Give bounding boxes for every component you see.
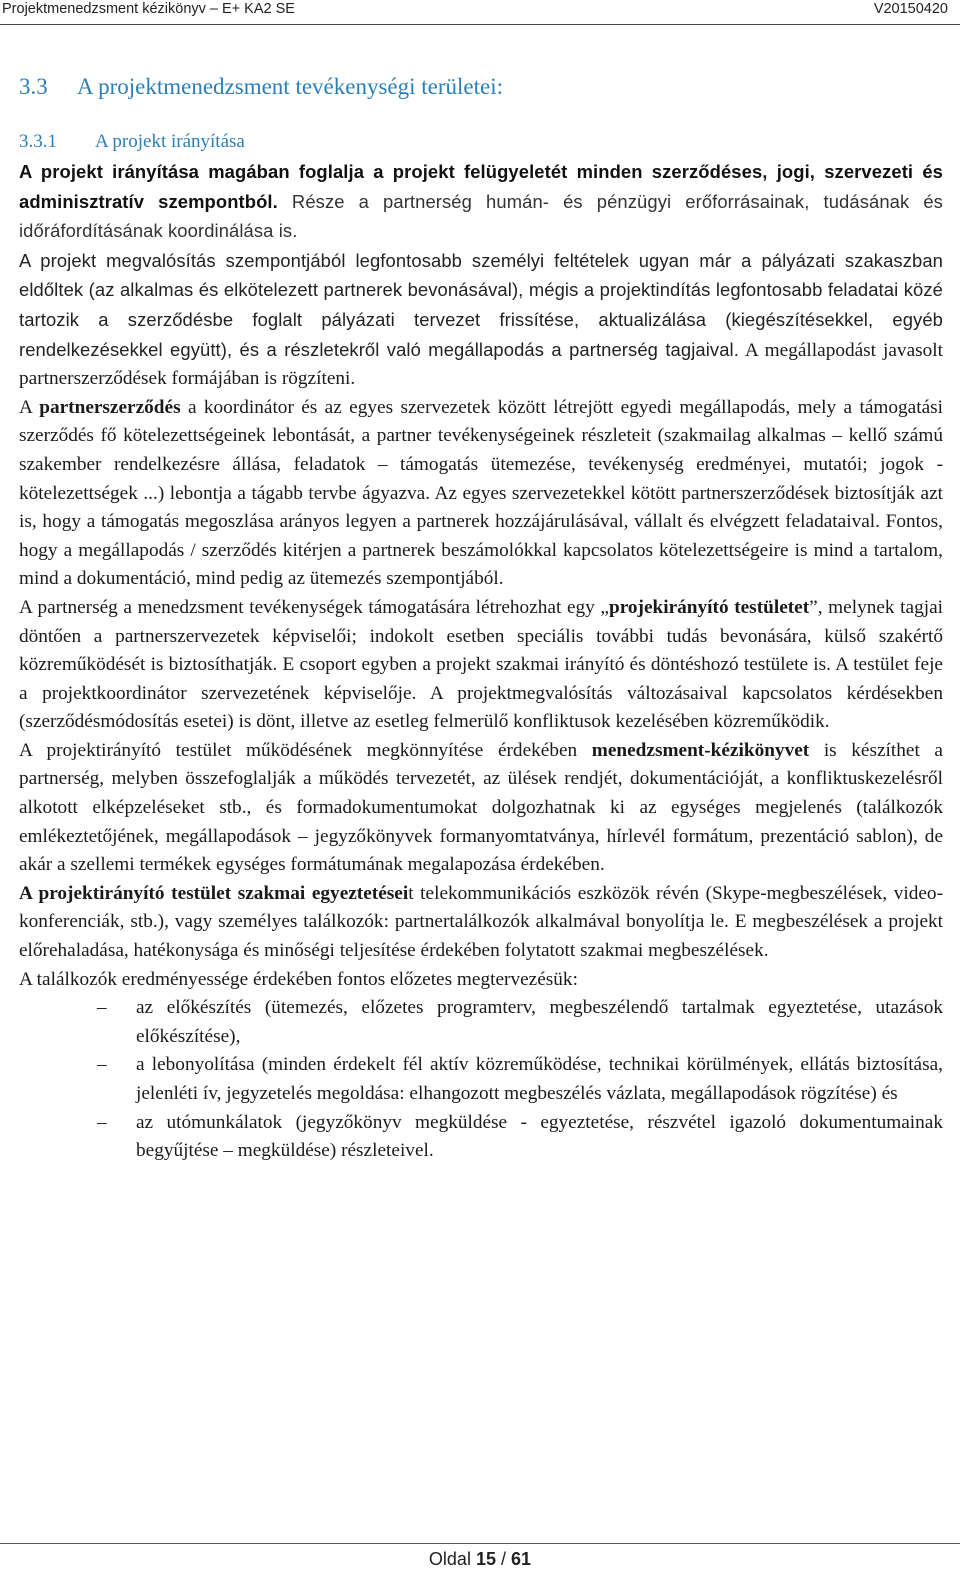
paragraph-2 [19,247,943,394]
paragraph-1-rest: Része a partnerség humán- és pénzügyi erőforrásainak, tudásának és időráfordításának koordinálása is. [19,190,943,242]
list-item-text: az előkészítés (ütemezés, előzetes programterv, megbeszélendő tartalmak egyeztetése, utazások előkészítése), [136,997,943,1047]
section-number: 3.3 [19,74,48,99]
list-marker: – [97,1054,107,1076]
paragraph-3-bold: partnerszerződés [39,396,181,418]
paragraph-2-main: A projekt megvalósítás szempontjából legfontosabb személyi feltételek ugyan már a pályázati szakaszban eldőltek (az alkalmas és elkötelezett partnerek bevonásával), mégis a projektindítás legfontosabb feladatai közé tartozik a szerződésbe foglalt pályázati tervezet frissítése, aktualizálása (kiegészítésekkel, egyéb rendelkezésekkel együtt), és a részletekről való megállapodás a partnerség tagjaival. [19,249,943,360]
body-text [19,158,943,1166]
document-version: V20150420 [873,1,948,17]
paragraph-1 [19,158,943,247]
list-item [19,1109,943,1166]
subsection-heading [19,131,245,153]
page-footer [0,1543,960,1583]
paragraph-4-rest: ”, melynek tagjai döntően a partnerszervezetek képviselői; indokolt esetben speciális további tudás bevonására, külső szakértő közreműködését is biztosíthatják. E csoport egyben a projekt szakmai irányító és döntéshozó testülete is. A testület feje a projektkoordinátor szervezetének képviselője. A projektmegvalósítás változásaival kapcsolatos kérdésekben (szerződésmódosítás esetei) is dönt, illetve az esetleg felmerülő konfliktusok kezelésében közreműködik. [19,596,944,733]
subsection-number: 3.3.1 [19,131,57,152]
paragraph-7: A találkozók eredményessége érdekében fontos előzetes megtervezésük: [19,968,578,990]
paragraph-5-start: A projektirányító testület működésének megkönnyítése érdekében [19,739,592,761]
document-title: Projektmenedzsment kézikönyv – E+ KA2 SE [2,1,295,17]
list-item [19,994,943,1051]
header-rule [0,24,960,25]
preparation-list [19,994,943,1166]
paragraph-5-bold: menedzsment-kézikönyvet [591,739,810,761]
subsection-title: A projekt irányítása [95,131,245,152]
page-number [0,1549,960,1570]
list-item-text: az utómunkálatok (jegyzőkönyv megküldése - egyeztetése, részvétel igazoló dokumentumainak begyűjtése – megküldése) részleteivel. [136,1111,943,1162]
paragraph-1-bold: A projekt irányítása magában foglalja a projekt felügyeletét minden szerződéses, jogi, szervezeti és adminisztratív szempontból. [19,161,943,212]
list-item [19,1051,943,1108]
footer-rule [0,1543,960,1544]
paragraph-2-end: A megállapodást javasolt partnerszerződések formájában is rögzíteni. [19,339,943,390]
list-marker: – [97,1111,107,1133]
paragraph-6-bold: A projektirányító testület szakmai egyeztetései [19,882,409,904]
page-header [0,0,960,24]
current-page: 15 [475,1549,496,1569]
list-item-text: a lebonyolítása (minden érdekelt fél aktív közreműködése, technikai körülmények, ellátás biztosítása, jelenléti ív, jegyzetelés megoldása: elhangozott megbeszélés vázlata, megállapodások rögzítése) és [136,1054,943,1104]
total-pages: 61 [511,1549,532,1569]
paragraph-5 [19,737,943,880]
paragraph-4 [19,594,943,737]
paragraph-4-bold: projekirányító testületet [608,596,810,618]
paragraph-4-start: A partnerség a menedzsment tevékenységek támogatására létrehozhat egy „ [19,596,609,618]
paragraph-5-rest: is készíthet a partnerség, melyben összefoglalják a működés tervezetét, az ülések rendjét, dokumentációját, a konfliktuskezelésről alkotott elképzeléseket stb., és formadokumentumokat dolgozhatnak ki az egységes megjelenés (találkozók emlékeztetőjének, megállapodások – jegyzőkönyvek formanyomtatványa, hírlevél formátum, prezentáció sablon), de akár a szellemi termékek egységes formátumának megalapozása érdekében. [19,739,943,876]
page-separator: / [501,1549,507,1569]
paragraph-6-rest: t telekommunikációs eszközök révén (Skype-megbeszélések, video-konferenciák, stb.), vagy személyes találkozók: partnertalálkozók alkalmával bonyolítja le. E megbeszélések a projekt előrehaladása, hatékonysága és minőségi teljesítése érdekében folytatott szakmai megbeszélések. [19,882,943,962]
section-heading [19,74,503,100]
section-title: A projektmenedzsment tevékenységi területei: [77,74,503,99]
paragraph-6 [19,880,943,966]
list-marker: – [97,997,107,1019]
page-label: Oldal [428,1549,471,1569]
paragraph-3-start: A [19,396,40,418]
paragraph-3 [19,394,943,594]
paragraph-3-rest: a koordinátor és az egyes szervezetek között létrejött egyedi megállapodás, mely a támogatási szerződés fő kötelezettségeinek lebontását, a partner tevékenységeinek részleteit (szakmailag alkalmas – kellő számú szakember rendelkezésre állása, feladatok – támogatás ütemezése, tevékenység eredményei, mutatói; jogok - kötelezettségek ...) lebontja a tágabb tervbe ágyazva. Az egyes szervezetekkel kötött partnerszerződések biztosítják azt is, hogy a támogatás megoszlása arányos legyen a partnerek hozzájárulásával, vállalt és elvégzett feladataival. Fontos, hogy a megállapodás / szerződés kitérjen a partnerek beszámolókkal kapcsolatos kötelezettségeire is mind a tartalom, mind a dokumentáció, mind pedig az ütemezés szempontjából. [19,396,944,590]
